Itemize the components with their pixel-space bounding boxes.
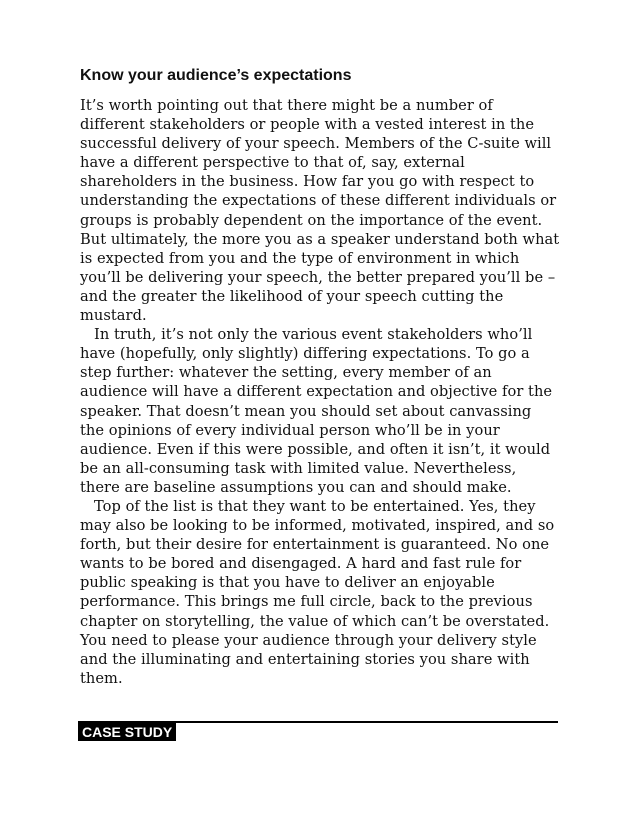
case-study-header (78, 719, 558, 743)
paragraph-3: Top of the list is that they want to be entertained. Yes, they may also be looking to be informed, motivated, inspired, and so forth, but their desire for entertainment is guaranteed. No one wants to be bored and disengaged. A hard and fast rule for public speaking is that you have to deliver an enjoyable performance. This brings me full circle, back to the previous chapter on storytelling, the value of which can’t be overstated. You need to please your audience through your delivery style and the illuminating and entertaining stories you share with them. (80, 497, 555, 687)
paragraph-1: It’s worth pointing out that there might be a number of different stakeholders or people with a vested interest in the successful delivery of your speech. Members of the C-suite will have a different perspective to that of, say, external shareholders in the business. How far you go with respect to understanding the expectations of these different individuals or groups is probably dependent on the importance of the event. But ultimately, the more you as a speaker understand both what is expected from you and the type of environment in which you’ll be delivering your speech, the better prepared you’ll be – and the greater the likelihood of your speech cutting the mustard. (80, 97, 560, 325)
case-study-label: CASE STUDY (78, 723, 176, 741)
section-body (80, 96, 560, 688)
paragraph-2: In truth, it’s not only the various event stakeholders who’ll have (hopefully, only slightly) differing expectations. To go a step further: whatever the setting, every member of an audience will have a different expectation and objective for the speaker. That doesn’t mean you should set about canvassing the opinions of every individual person who’ll be in your audience. Even if this were possible, and often it isn’t, it would be an all-consuming task with limited value. Nevertheless, there are baseline assumptions you can and should make. (80, 326, 553, 496)
page-content (80, 66, 560, 688)
section-heading: Know your audience’s expectations (80, 67, 352, 84)
